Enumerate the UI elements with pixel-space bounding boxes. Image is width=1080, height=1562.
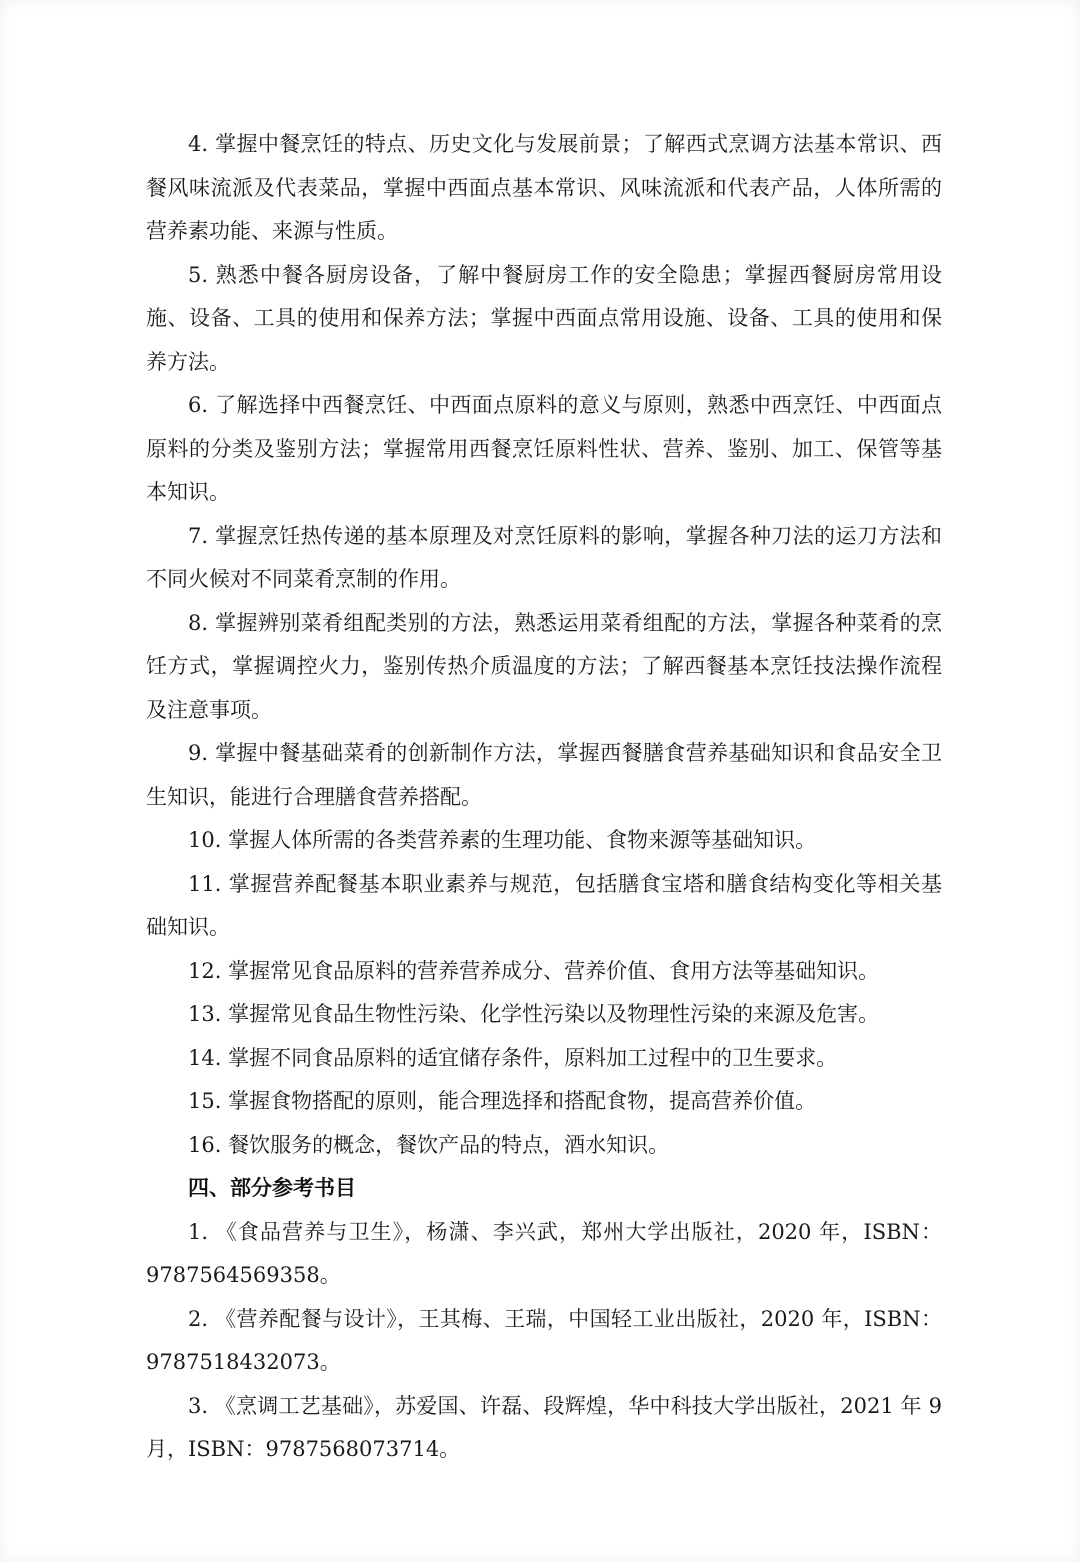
objective-item-14: 14. 掌握不同食品原料的适宜储存条件，原料加工过程中的卫生要求。 bbox=[188, 1045, 838, 1070]
objective-item-12: 12. 掌握常见食品原料的营养营养成分、营养价值、食用方法等基础知识。 bbox=[188, 958, 880, 983]
section-heading-references: 四、部分参考书目 bbox=[188, 1176, 356, 1200]
objective-item-16: 16. 餐饮服务的概念，餐饮产品的特点，酒水知识。 bbox=[188, 1132, 670, 1157]
reference-item-2: 2. 《营养配餐与设计》，王其梅、王瑞，中国轻工业出版社，2020 年，ISBN：9787518432073。 bbox=[146, 1306, 942, 1374]
reference-item-1: 1. 《食品营养与卫生》，杨潇、李兴武，郑州大学出版社，2020 年，ISBN：9787564569358。 bbox=[146, 1219, 942, 1287]
objective-item-4: 4. 掌握中餐烹饪的特点、历史文化与发展前景；了解西式烹调方法基本常识、西餐风味流派及代表菜品，掌握中西面点基本常识、风味流派和代表产品，人体所需的营养素功能、来源与性质。 bbox=[146, 132, 942, 243]
document-body bbox=[146, 123, 942, 1472]
objective-item-10: 10. 掌握人体所需的各类营养素的生理功能、食物来源等基础知识。 bbox=[188, 828, 817, 852]
objective-item-8: 8. 掌握辨别菜肴组配类别的方法，熟悉运用菜肴组配的方法，掌握各种菜肴的烹饪方式，掌握调控火力，鉴别传热介质温度的方法；了解西餐基本烹饪技法操作流程及注意事项。 bbox=[146, 610, 942, 722]
objective-item-7: 7. 掌握烹饪热传递的基本原理及对烹饪原料的影响，掌握各种刀法的运刀方法和不同火候对不同菜肴烹制的作用。 bbox=[146, 523, 942, 591]
reference-item-3: 3. 《烹调工艺基础》，苏爱国、许磊、段辉煌，华中科技大学出版社，2021 年 9 月，ISBN：9787568073714。 bbox=[146, 1393, 942, 1461]
objective-item-13: 13. 掌握常见食品生物性污染、化学性污染以及物理性污染的来源及危害。 bbox=[188, 1002, 880, 1026]
objective-item-5: 5. 熟悉中餐各厨房设备，了解中餐厨房工作的安全隐患；掌握西餐厨房常用设施、设备、工具的使用和保养方法；掌握中西面点常用设施、设备、工具的使用和保养方法。 bbox=[146, 262, 942, 374]
objective-item-9: 9. 掌握中餐基础菜肴的创新制作方法，掌握西餐膳食营养基础知识和食品安全卫生知识，能进行合理膳食营养搭配。 bbox=[146, 741, 942, 809]
objective-item-15: 15. 掌握食物搭配的原则，能合理选择和搭配食物，提高营养价值。 bbox=[188, 1089, 817, 1113]
objective-item-6: 6. 了解选择中西餐烹饪、中西面点原料的意义与原则，熟悉中西烹饪、中西面点原料的分类及鉴别方法；掌握常用西餐烹饪原料性状、营养、鉴别、加工、保管等基本知识。 bbox=[146, 393, 942, 504]
objective-item-11: 11. 掌握营养配餐基本职业素养与规范，包括膳食宝塔和膳食结构变化等相关基础知识。 bbox=[146, 871, 942, 939]
